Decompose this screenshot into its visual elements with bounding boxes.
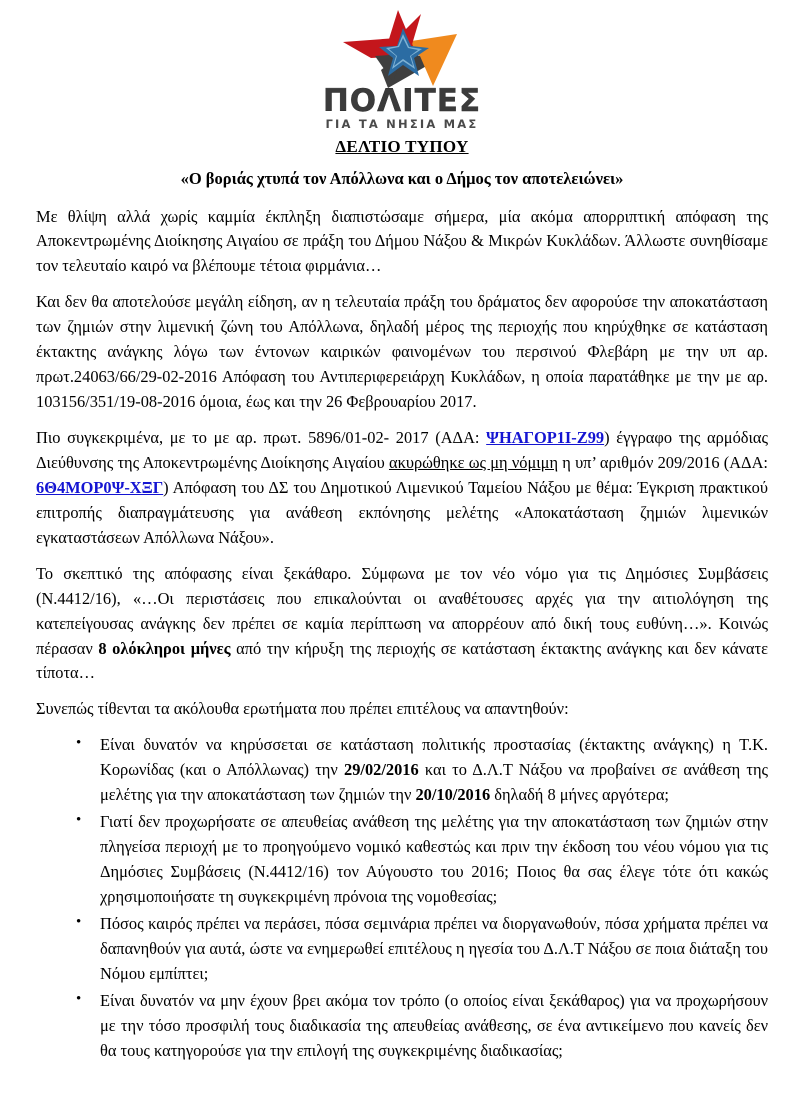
paragraph-reasoning — [36, 562, 768, 687]
list-item-part3: δηλαδή 8 μήνες αργότερα; — [490, 785, 669, 805]
paragraph-questions-intro: Συνεπώς τίθενται τα ακόλουθα ερωτήματα που πρέπει επιτέλους να απαντηθούν: — [36, 699, 569, 719]
list-item — [72, 912, 768, 987]
ada-code-link-1[interactable]: ΨΗΑΓΟΡ1Ι-Ζ99 — [486, 428, 605, 447]
ada-code-link-2[interactable]: 6Θ4ΜΟΡ0Ψ-ΧΞΓ — [36, 477, 164, 497]
paragraph-annulment — [36, 426, 768, 551]
logo-name: ΠΟΛΙΤΕΣ — [322, 83, 482, 119]
list-item-part1: Πόσος καιρός πρέπει να περάσει, πόσα σεμινάρια πρέπει να διοργανωθούν, πόσα χρήματα πρέπει να δαπανηθούν για αυτά, ώστε να ενημερωθεί επιτέλους η ηγεσία του Δ.Λ.Τ Νάξου σε ποια διάταξη του Νόμου εμπίπτει; — [100, 913, 768, 983]
logo-tagline: ΓΙΑ ΤΑ ΝΗΣΙΑ ΜΑΣ — [325, 117, 479, 131]
list-item-part1: Είναι δυνατόν να μην έχουν βρει ακόμα τον τρόπο (ο οποίος είναι ξεκάθαρος) για να προχωρήσουν με την τόσο προσφιλή τους διαδικασία της απευθείας ανάθεσης, σε ένα αντικείμενο που κανείς δεν θα τους κατηγορούσε για την επιλογή της συγκεκριμένης διαδικασίας; — [100, 990, 768, 1060]
star-icon — [341, 8, 463, 88]
paragraph-background: Και δεν θα αποτελούσε μεγάλη είδηση, αν η τελευταία πράξη του δράματος δεν αφορούσε την αποκατάσταση των ζημιών στην λιμενική ζώνη του Απόλλωνα, δηλαδή μέρος της περιοχής που κηρύχθηκε σε κατάσταση έκτακτης ανάγκης λόγω των έντονων καιρικών φαινομένων του περσινού Φλεβάρη με την υπ αρ. πρωτ.24063/66/29-02-2016 Απόφαση του Αντιπεριφερειάρχη Κυκλάδων, η οποία παρατάθηκε με την με αρ. 103156/351/19-08-2016 όμοια, έως και την 26 Φεβρουαρίου 2017. — [36, 292, 768, 412]
paragraph-reasoning-part1: Το σκεπτικό της απόφασης είναι ξεκάθαρο. Σύμφωνα με τον νέο νόμο για τις Δημόσιες Συμβάσεις (Ν.4412/16), «…Οι περιστάσεις που επικαλούνται οι αναθέτουσες αρχές για την αιτιολόγηση της κατεπείγουσας ανάγκης δεν πρέπει σε καμία περίπτωση να απορρέουν από δική τους ευθύνη…». Κοινώς πέρασαν — [36, 563, 768, 658]
paragraph-annulment-part4: ) Απόφαση του ΔΣ του Δημοτικού Λιμενικού Ταμείου Νάξου με θέμα: Έγκριση πρακτικού επιτροπής διαπραγμάτευσης για ανάθεση εκπόνησης μελέτης «Αποκατάσταση ζημιών λιμενικών εγκαταστάσεων Απόλλωνα Νάξου». — [36, 477, 768, 547]
paragraph-annulment-part1: Πιο συγκεκριμένα, με το με αρ. πρωτ. 5896/01-02- 2017 (ΑΔΑ: — [36, 428, 487, 447]
page-title: ΔΕΛΤΙΟ ΤΥΠΟΥ — [335, 136, 469, 156]
questions-list — [36, 733, 768, 1063]
paragraph-reasoning-part2: από την κήρυξη της περιοχής σε κατάσταση έκτακτης ανάγκης και δεν κάνατε τίποτα… — [36, 638, 768, 683]
list-item-bold-date-2: 20/10/2016 — [415, 785, 491, 805]
list-item — [72, 810, 768, 910]
logo-wordmark — [322, 83, 482, 131]
list-item — [72, 733, 768, 808]
list-item — [72, 989, 768, 1064]
duration-emphasis: 8 ολόκληροι μήνες — [98, 638, 231, 658]
page-subtitle: «Ο βοριάς χτυπά τον Απόλλωνα και ο Δήμος τον αποτελειώνει» — [180, 168, 624, 188]
list-item-bold-date-1: 29/02/2016 — [344, 760, 419, 780]
list-item-part2: και το Δ.Λ.Τ Νάξου να προβαίνει σε ανάθεση της μελέτης για την αποκατάσταση των ζημιών την — [100, 760, 769, 805]
list-item-part1: Γιατί δεν προχωρήσατε σε απευθείας ανάθεση της μελέτης για την αποκατάσταση των ζημιών στην πληγείσα περιοχή με το προηγούμενο νομικό καθεστώς και πριν την έκδοση του νέου νόμου για τις Δημόσιες Συμβάσεις (Ν.4412/16) τον Αύγουστο του 2016; Ποιος θα σας έλεγε τότε ότι κακώς χρησιμοποιήσατε τη συγκεκριμένη πρόνοια της νομοθεσίας; — [100, 812, 768, 906]
paragraph-annulment-part3: η υπ’ αριθμόν 209/2016 (ΑΔΑ: — [558, 452, 768, 472]
list-item-part1: Είναι δυνατόν να κηρύσσεται σε κατάσταση πολιτικής προστασίας (έκτακτης ανάγκης) η Τ.Κ. Κορωνίδας (και ο Απόλλωνας) την — [100, 735, 768, 780]
annulment-emphasis: ακυρώθηκε ως μη νόμιμη — [389, 452, 559, 472]
paragraph-intro: Με θλίψη αλλά χωρίς καμμία έκπληξη διαπιστώσαμε σήμερα, μία ακόμα απορριπτική απόφαση της Αποκεντρωμένης Διοίκησης Αιγαίου σε πράξη του Δήμου Νάξου & Μικρών Κυκλάδων. Άλλωστε συνηθίσαμε τον τελευταίο καιρό να βλέπουμε τέτοια φιρμάνια… — [36, 206, 768, 276]
paragraph-annulment-part2: ) έγγραφο της αρμόδιας Διεύθυνσης της Αποκεντρωμένης Διοίκησης Αιγαίου — [36, 428, 768, 472]
organization-logo — [36, 8, 768, 131]
